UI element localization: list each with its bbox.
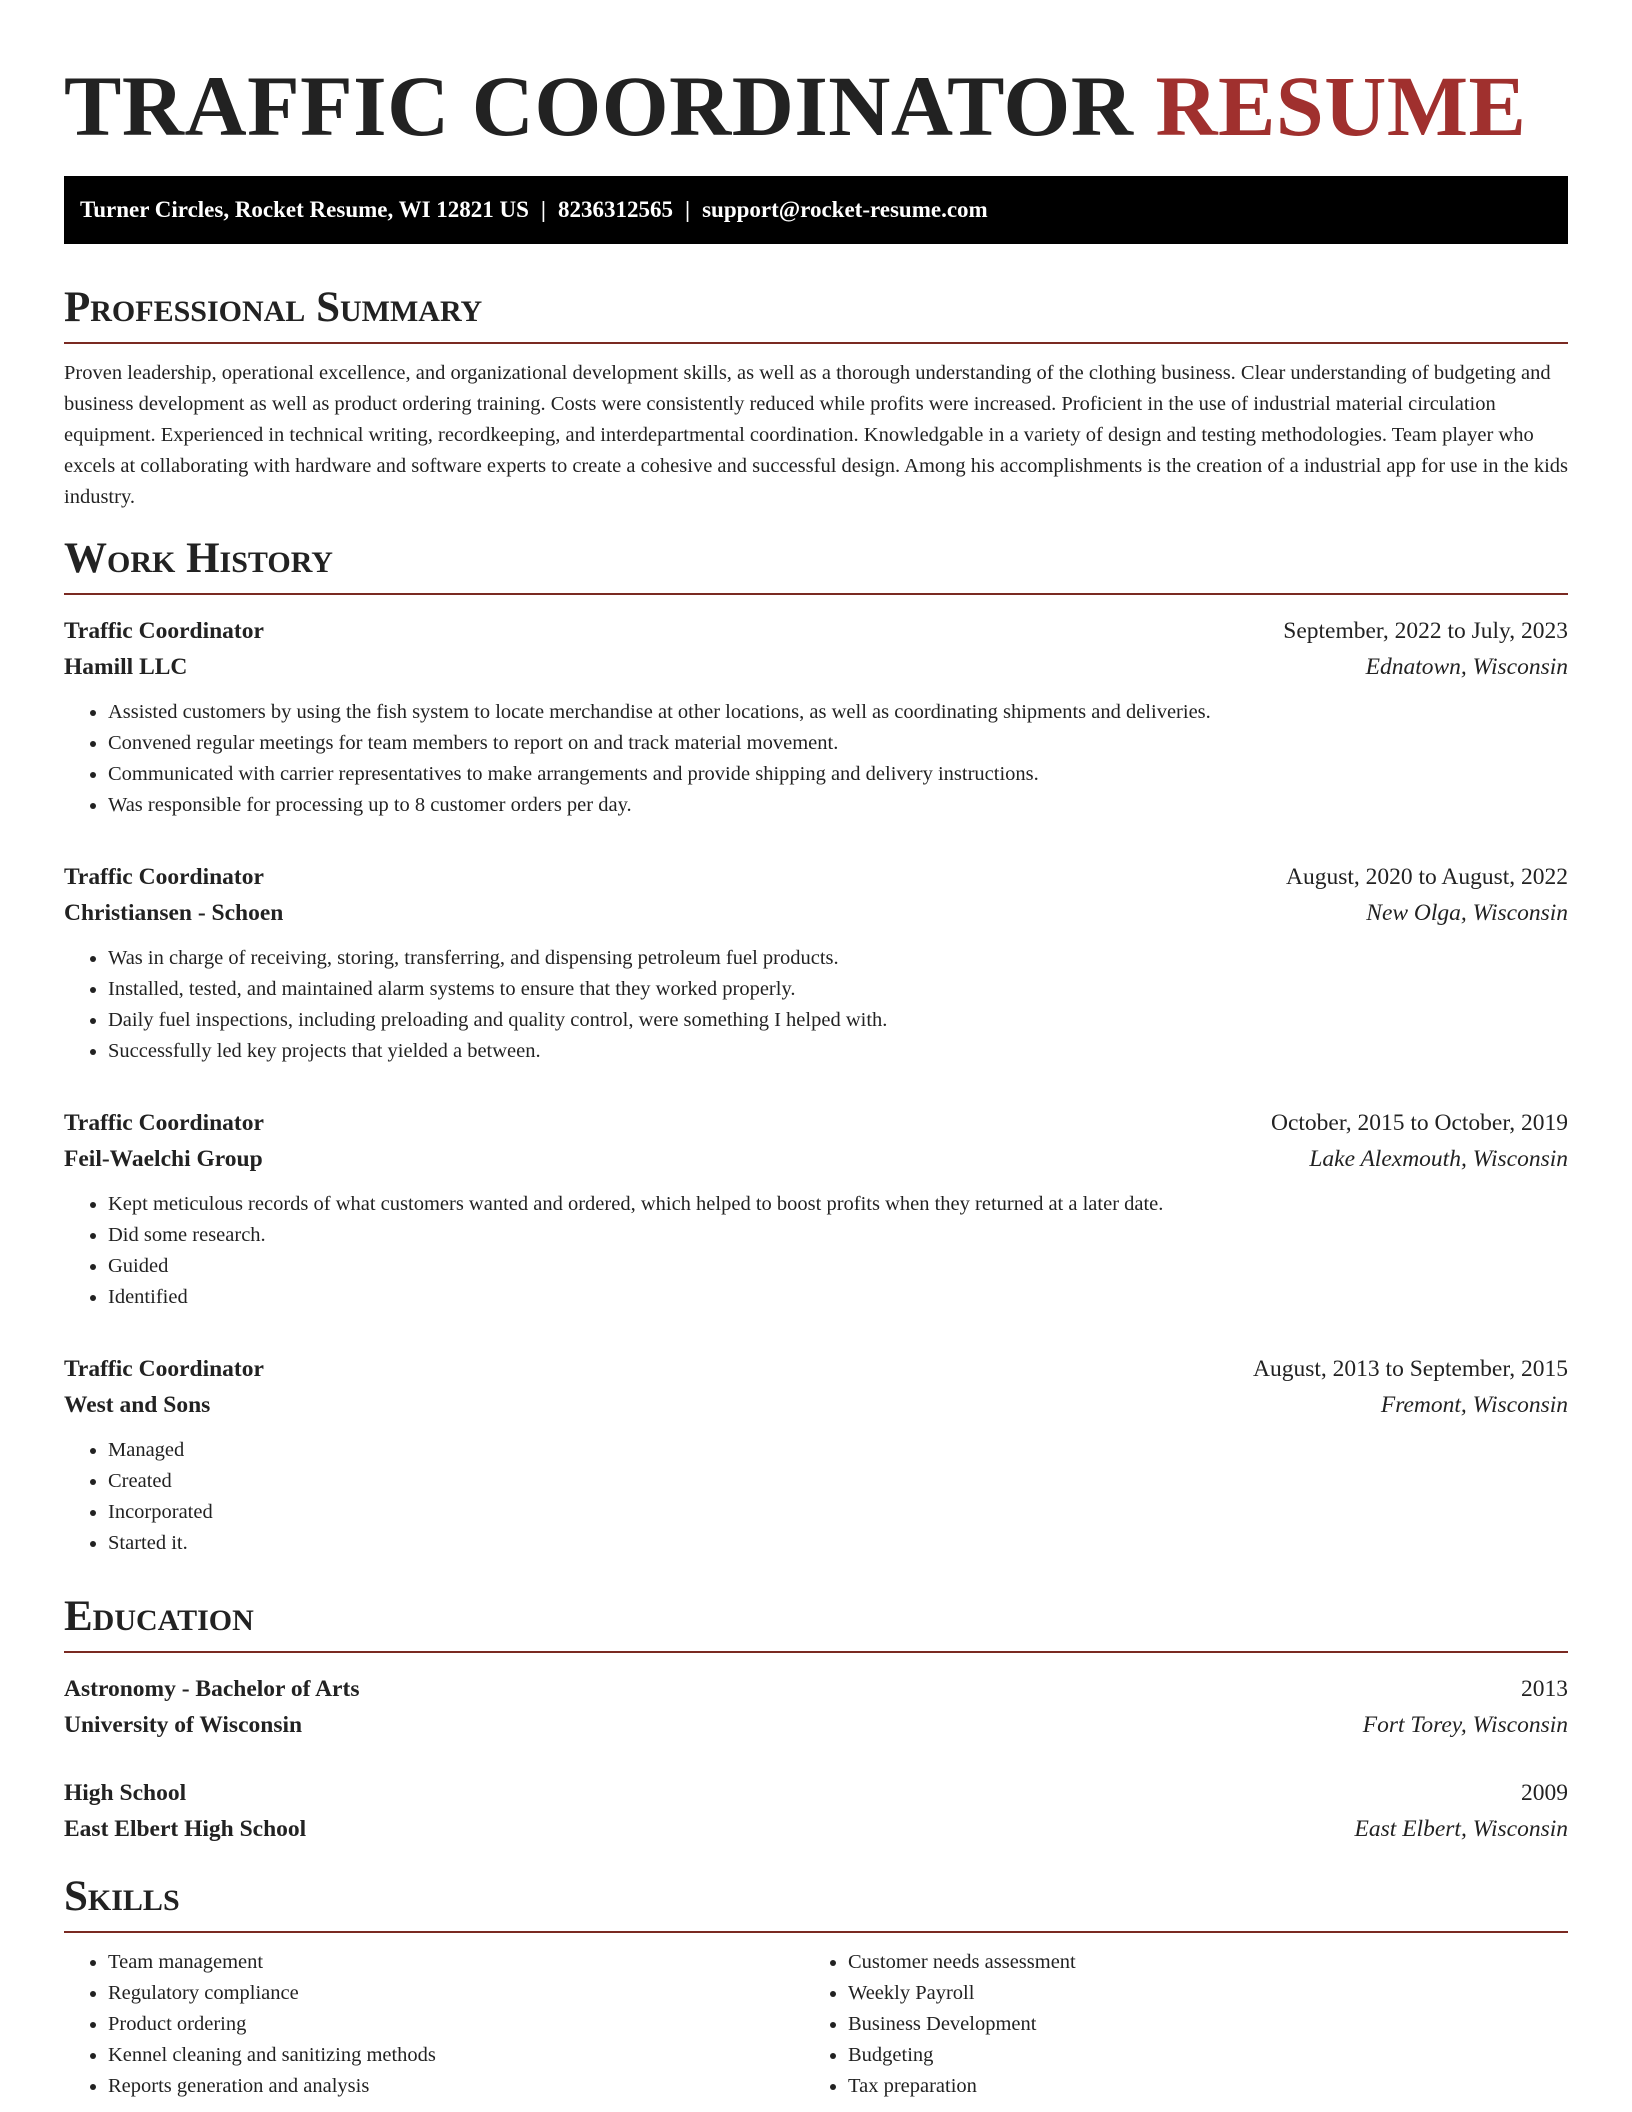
- title-main: TRAFFIC COORDINATOR: [64, 58, 1134, 154]
- job-bullet: • Identified: [108, 1282, 1568, 1313]
- education-school: East Elbert High School: [64, 1816, 307, 1842]
- education-location: Fort Torey, Wisconsin: [1362, 1712, 1568, 1738]
- job-bullet: • Guided: [108, 1251, 1568, 1282]
- skill-item: • Business Development: [848, 2009, 1544, 2040]
- resume-title: [64, 56, 1568, 156]
- job-entry: [64, 859, 1568, 1067]
- summary-heading: Professional Summary: [64, 282, 1568, 344]
- skill-item: • Team management: [108, 1947, 804, 1978]
- job-dates: August, 2013 to September, 2015: [1253, 1356, 1568, 1382]
- job-bullets: [64, 1435, 1568, 1559]
- skill-item: • Customer needs assessment: [848, 1947, 1544, 1978]
- job-dates: August, 2020 to August, 2022: [1285, 864, 1568, 890]
- job-bullet: • Installed, tested, and maintained alarm systems to ensure that they worked properly.: [108, 974, 1568, 1005]
- job-entry: [64, 1105, 1568, 1313]
- education-degree: Astronomy - Bachelor of Arts: [64, 1676, 360, 1702]
- skills-columns: [64, 1947, 1568, 2102]
- contact-separator: |: [540, 197, 546, 222]
- job-location: Fremont, Wisconsin: [1380, 1392, 1568, 1418]
- title-accent: RESUME: [1155, 58, 1527, 154]
- contact-address: Turner Circles, Rocket Resume, WI 12821 US: [80, 197, 529, 222]
- job-dates: October, 2015 to October, 2019: [1270, 1110, 1568, 1136]
- education-year: 2013: [1521, 1676, 1568, 1702]
- job-bullet: • Started it.: [108, 1528, 1568, 1559]
- job-bullet: • Created: [108, 1466, 1568, 1497]
- education-degree: High School: [64, 1780, 187, 1806]
- job-title: Traffic Coordinator: [64, 1356, 264, 1382]
- job-company: Feil-Waelchi Group: [64, 1146, 263, 1172]
- education-heading: Education: [64, 1591, 1568, 1653]
- skill-item: • Weekly Payroll: [848, 1978, 1544, 2009]
- job-location: Lake Alexmouth, Wisconsin: [1309, 1146, 1568, 1172]
- job-company: Christiansen - Schoen: [64, 900, 284, 926]
- contact-separator: |: [685, 197, 691, 222]
- skill-item: • Product ordering: [108, 2009, 804, 2040]
- education-school: University of Wisconsin: [64, 1712, 303, 1738]
- job-bullet: • Assisted customers by using the fish system to locate merchandise at other locations, as well as coordinating shipments and deliveries.: [108, 697, 1568, 728]
- education-year: 2009: [1521, 1780, 1568, 1806]
- job-entry: [64, 613, 1568, 821]
- skills-left-list: [64, 1947, 804, 2102]
- job-bullet: • Communicated with carrier representatives to make arrangements and provide shipping and delivery instructions.: [108, 759, 1568, 790]
- contact-email: support@rocket-resume.com: [702, 197, 988, 222]
- skill-item: • Regulatory compliance: [108, 1978, 804, 2009]
- job-bullet: • Did some research.: [108, 1220, 1568, 1251]
- summary-text: Proven leadership, operational excellence, and organizational development skills, as well as a thorough understanding of the clothing business. Clear understanding of budgeting and business development as well as product ordering training. Costs were consistently reduced while profits were increased. Proficient in the use of industrial material circulation equipment. Experienced in technical writing, recordkeeping, and interdepartmental coordination. Knowledgable in a variety of design and testing methodologies. Team player who excels at collaborating with hardware and software experts to create a cohesive and successful design. Among his accomplishments is the creation of a industrial app for use in the kids industry.: [64, 362, 1569, 508]
- job-bullet: • Kept meticulous records of what customers wanted and ordered, which helped to boost profits when they returned at a later date.: [108, 1189, 1568, 1220]
- work-history-heading: Work History: [64, 533, 1568, 595]
- skill-item: • Budgeting: [848, 2040, 1544, 2071]
- job-bullet: • Successfully led key projects that yielded a between.: [108, 1036, 1568, 1067]
- skill-item: • Kennel cleaning and sanitizing methods: [108, 2040, 804, 2071]
- education-location: East Elbert, Wisconsin: [1354, 1816, 1568, 1842]
- education-entry: [64, 1775, 1568, 1847]
- job-bullet: • Convened regular meetings for team members to report on and track material movement.: [108, 728, 1568, 759]
- skill-item: • Tax preparation: [848, 2071, 1544, 2102]
- job-dates: September, 2022 to July, 2023: [1283, 618, 1568, 644]
- job-bullets: [64, 697, 1568, 821]
- job-company: West and Sons: [64, 1392, 211, 1418]
- job-title: Traffic Coordinator: [64, 1110, 264, 1136]
- job-bullet: • Daily fuel inspections, including preloading and quality control, were something I helped with.: [108, 1005, 1568, 1036]
- job-title: Traffic Coordinator: [64, 864, 264, 890]
- job-bullet: • Managed: [108, 1435, 1568, 1466]
- job-location: Ednatown, Wisconsin: [1365, 654, 1568, 680]
- job-bullet: • Was in charge of receiving, storing, transferring, and dispensing petroleum fuel products.: [108, 943, 1568, 974]
- job-bullet: • Incorporated: [108, 1497, 1568, 1528]
- job-location: New Olga, Wisconsin: [1366, 900, 1568, 926]
- contact-bar: [64, 176, 1568, 244]
- education-entry: [64, 1671, 1568, 1743]
- skills-heading: Skills: [64, 1871, 1568, 1933]
- contact-phone: 8236312565: [558, 197, 673, 222]
- job-title: Traffic Coordinator: [64, 618, 264, 644]
- job-bullets: [64, 1189, 1568, 1313]
- job-bullets: [64, 943, 1568, 1067]
- resume-page: [64, 0, 1568, 2102]
- skills-right-list: [804, 1947, 1544, 2102]
- job-entry: [64, 1351, 1568, 1559]
- skill-item: • Reports generation and analysis: [108, 2071, 804, 2102]
- job-company: Hamill LLC: [64, 654, 188, 680]
- job-bullet: • Was responsible for processing up to 8 customer orders per day.: [108, 790, 1568, 821]
